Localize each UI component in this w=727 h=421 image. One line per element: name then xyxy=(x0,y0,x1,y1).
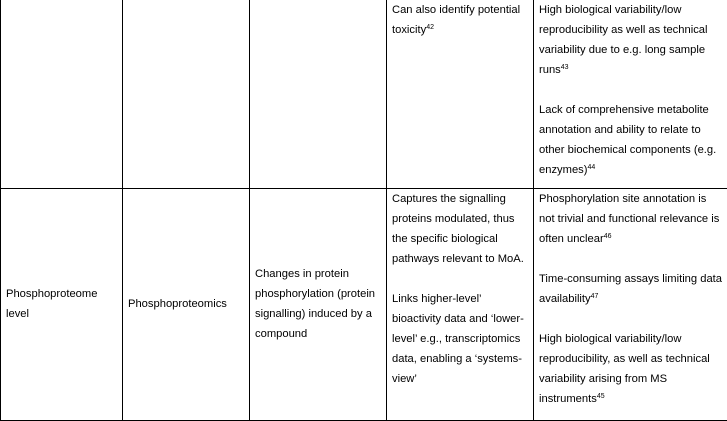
cell-measures xyxy=(250,0,387,188)
table-row-metabolomics-continued xyxy=(1,0,727,188)
table-row-phosphoproteome xyxy=(1,188,727,420)
citation-ref: 42 xyxy=(426,24,434,31)
cell-limitations xyxy=(534,0,727,188)
cell-technique xyxy=(123,0,250,188)
cell-advantages xyxy=(387,0,534,188)
cell-level xyxy=(1,188,123,420)
technique-label: Phosphoproteomics xyxy=(128,294,245,314)
limitation-item: Phosphorylation site annotation is not trivial and functional relevance is often unclear$^{46}$ xyxy=(539,189,723,249)
limitation-item: High biological variability/low reproducibility, as well as technical variability arising from MS instruments$^{45}$ xyxy=(539,329,723,409)
advantage-item: Can also identify potential toxicity$^{42}$ xyxy=(392,0,529,40)
cell-limitations xyxy=(534,188,727,420)
citation-ref: 44 xyxy=(588,164,596,171)
citation-ref: 47 xyxy=(591,293,599,300)
limitation-item: High biological variability/low reproducibility as well as technical variability due to e.g. long sample runs$^{43}$ xyxy=(539,0,723,80)
cell-technique xyxy=(123,188,250,420)
citation-ref: 46 xyxy=(604,233,612,240)
cell-level xyxy=(1,0,123,188)
advantage-item: Links higher-level’ bioactivity data and ‘lower-level’ e.g., transcriptomics data, enabling a ‘systems-view’ xyxy=(392,289,529,389)
cell-advantages xyxy=(387,188,534,420)
limitation-item: Time-consuming assays limiting data availability$^{47}$ xyxy=(539,269,723,309)
level-label: Phosphoproteome level xyxy=(6,284,118,324)
limitation-item: Lack of comprehensive metabolite annotation and ability to relate to other biochemical components (e.g. enzymes)$^{44}$ xyxy=(539,100,723,180)
measures-text: Changes in protein phosphorylation (protein signalling) induced by a compound xyxy=(255,264,382,344)
advantage-item: Captures the signalling proteins modulated, thus the specific biological pathways relevant to MoA. xyxy=(392,189,529,269)
citation-ref: 45 xyxy=(597,393,605,400)
cell-measures xyxy=(250,188,387,420)
citation-ref: 43 xyxy=(561,64,569,71)
